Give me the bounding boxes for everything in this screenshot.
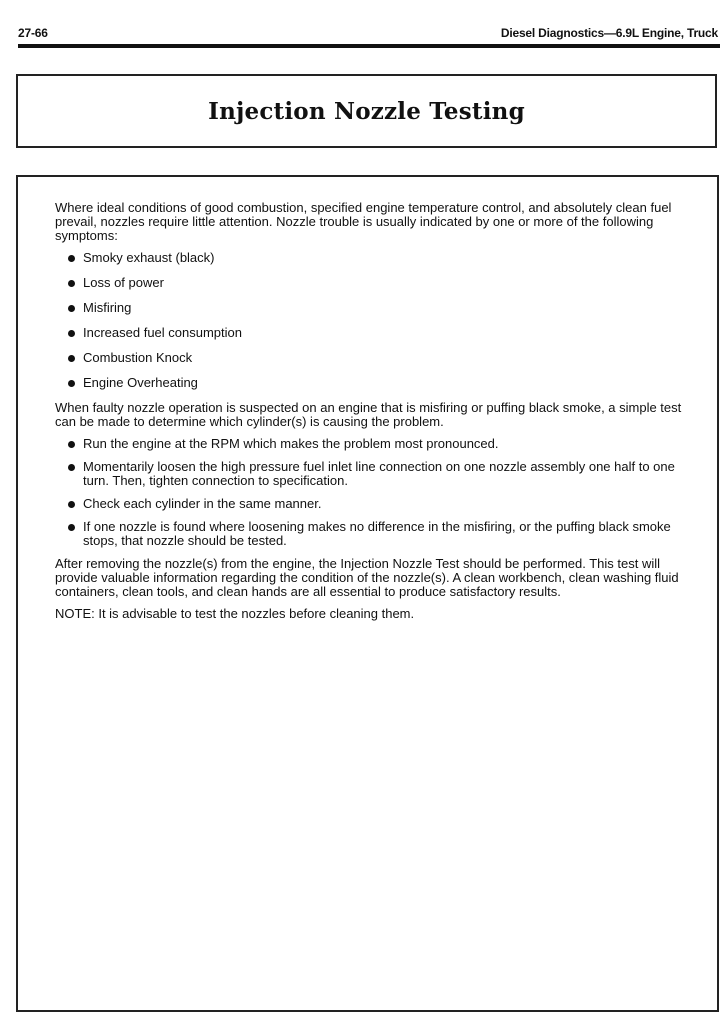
list-item (55, 497, 687, 511)
list-item (55, 460, 687, 488)
list-item (55, 251, 687, 265)
title-box (16, 74, 717, 148)
list-item (55, 301, 687, 315)
bullet-icon (68, 464, 75, 471)
list-item (55, 520, 687, 548)
symptom-text: Loss of power (83, 275, 164, 290)
symptom-text: Increased fuel consumption (83, 325, 242, 340)
list-item (55, 437, 687, 451)
symptom-text: Combustion Knock (83, 350, 193, 365)
bullet-icon (68, 441, 75, 448)
content-body (55, 201, 687, 629)
list-item (55, 376, 687, 390)
list-item (55, 276, 687, 290)
page-number: 27-66 (18, 26, 48, 40)
bullet-icon (68, 255, 75, 262)
symptom-list (55, 251, 687, 390)
step-text: Check each cylinder in the same manner. (83, 496, 322, 511)
header-rule (18, 44, 720, 48)
intro-paragraph: Where ideal conditions of good combustion, specified engine temperature control, and absolutely clean fuel prevail, nozzles require little attention. Nozzle trouble is usually indicated by one or more of the following symptoms: (55, 200, 672, 243)
symptom-text: Engine Overheating (83, 375, 198, 390)
page-title: Injection Nozzle Testing (208, 98, 525, 125)
bullet-icon (68, 380, 75, 387)
bullet-icon (68, 280, 75, 287)
note-paragraph: NOTE: It is advisable to test the nozzles before cleaning them. (55, 606, 415, 621)
bullet-icon (68, 524, 75, 531)
running-title: Diesel Diagnostics—6.9L Engine, Truck (500, 26, 718, 40)
symptom-text: Smoky exhaust (black) (83, 250, 215, 265)
bullet-icon (68, 305, 75, 312)
step-text: Momentarily loosen the high pressure fuel inlet line connection on one nozzle assembly one half to one turn. Then, tighten connection to specification. (83, 459, 675, 488)
list-item (55, 326, 687, 340)
after-removal-paragraph: After removing the nozzle(s) from the engine, the Injection Nozzle Test should be performed. This test will provide valuable information regarding the condition of the nozzle(s). A clean workbench, clean washing fluid containers, clean tools, and clean hands are all essential to produce satisfactory results. (55, 556, 679, 599)
test-intro-paragraph: When faulty nozzle operation is suspected on an engine that is misfiring or puffing black smoke, a simple test can be made to determine which cylinder(s) is causing the problem. (55, 400, 682, 429)
symptom-text: Misfiring (83, 300, 132, 315)
list-item (55, 351, 687, 365)
test-step-list (55, 437, 687, 548)
content-box (16, 175, 719, 1012)
step-text: Run the engine at the RPM which makes the problem most pronounced. (83, 436, 499, 451)
step-text: If one nozzle is found where loosening makes no difference in the misfiring, or the puffing black smoke stops, that nozzle should be tested. (83, 519, 671, 548)
bullet-icon (68, 330, 75, 337)
bullet-icon (68, 355, 75, 362)
page-header (18, 26, 718, 42)
bullet-icon (68, 501, 75, 508)
